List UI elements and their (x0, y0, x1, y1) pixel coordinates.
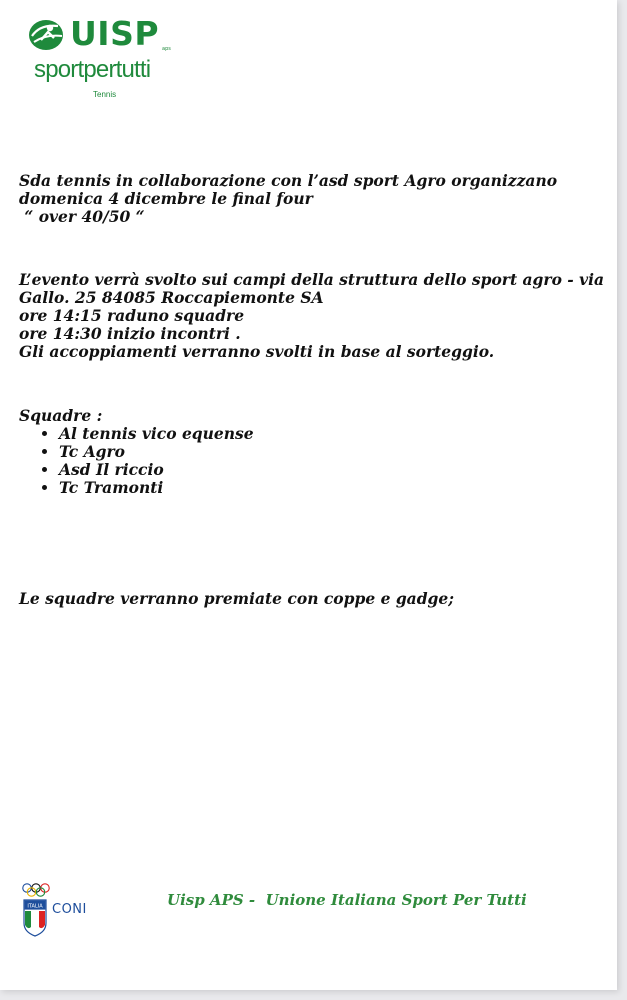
teams-section (19, 407, 609, 497)
event-paragraph (19, 271, 609, 361)
event-line: L’evento verrà svolto sui campi della struttura dello sport agro - via (19, 270, 605, 289)
intro-line: Sda tennis in collaborazione con l’asd sport Agro organizzano (19, 171, 558, 190)
team-item: • Tc Tramonti (59, 479, 609, 497)
teams-heading: Squadre : (19, 406, 103, 425)
logo-tagline: sportpertutti (34, 56, 151, 83)
shield-label: ITALIA (27, 903, 43, 910)
event-line: ore 14:15 raduno squadre (19, 306, 245, 325)
tennis-player-icon (28, 16, 68, 52)
uisp-logo (28, 10, 188, 110)
event-line: ore 14:30 inizio incontri . (19, 324, 241, 343)
italy-shield-icon (23, 899, 47, 937)
coni-logo (20, 882, 100, 942)
logo-row (28, 16, 159, 52)
logo-brand-text: UISP (70, 14, 160, 53)
team-item: • Tc Agro (59, 443, 609, 461)
event-line: Gli accoppiamenti verranno svolti in base al sorteggio. (19, 342, 495, 361)
team-item: • Al tennis vico equense (59, 425, 609, 443)
coni-label: CONI (52, 902, 87, 917)
teams-list (19, 425, 609, 497)
logo-aps-text: aps (162, 46, 171, 52)
intro-paragraph (19, 172, 609, 226)
intro-line: “ over 40/50 “ (19, 207, 145, 226)
olympic-rings-icon (21, 882, 51, 898)
closing-paragraph (19, 590, 609, 608)
logo-section: Tennis (93, 90, 117, 99)
closing-line: Le squadre verranno premiate con coppe e gadge; (19, 589, 454, 608)
intro-line: domenica 4 dicembre le final four (19, 189, 313, 208)
team-item: • Asd Il riccio (59, 461, 609, 479)
footer-text: Uisp APS - Unione Italiana Sport Per Tutti (167, 891, 527, 909)
event-line: Gallo. 25 84085 Roccapiemonte SA (19, 288, 324, 307)
